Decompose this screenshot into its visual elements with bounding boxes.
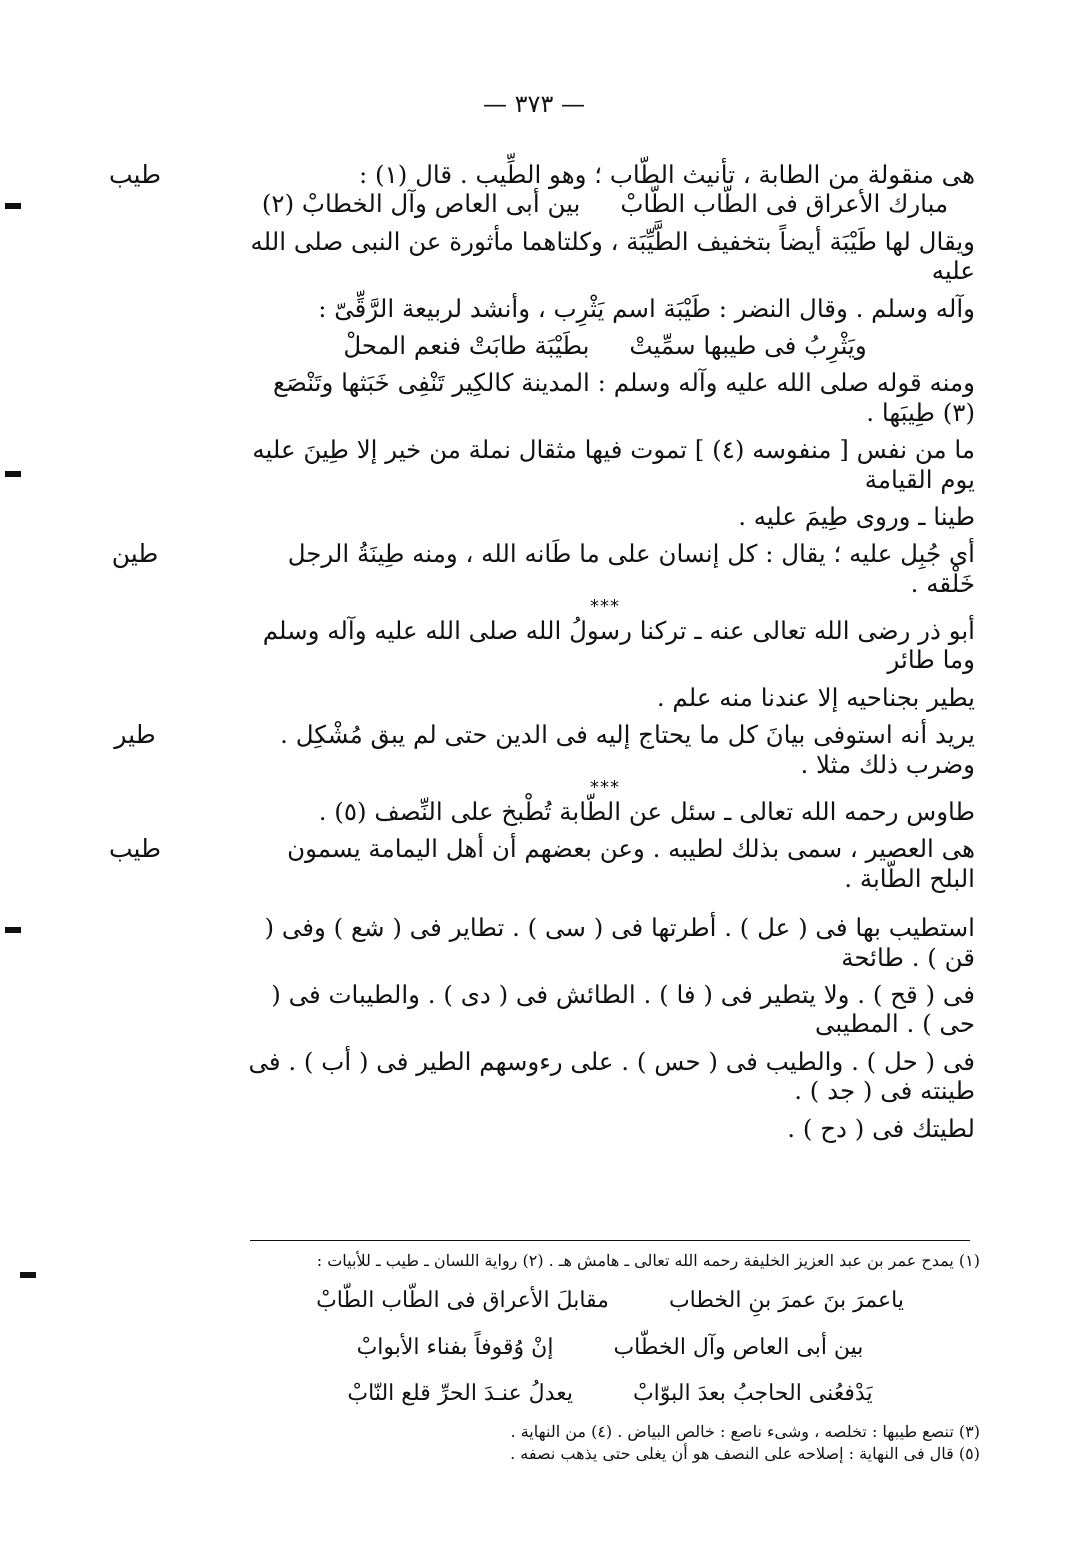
paragraph-line: طينا ـ وروى طِيمَ عليه .	[738, 501, 975, 531]
paragraph-line: يريد أنه استوفى بيانَ كل ما يحتاج إليه فى الدين حتى لم يبق مُشْكِل . وضرب ذلك مثلا .	[280, 720, 975, 779]
entry-tin-gloss	[111, 539, 975, 598]
hemistich: بين أبى العاص وآل الخطّاب	[613, 1334, 864, 1360]
footnote: (٣) تنصع طيبها : تخلصه ، وشىء ناصع : خالص البياض . (٤) من النهاية .	[510, 1421, 980, 1441]
cross-references	[235, 913, 975, 1143]
paragraph-line: هى منقولة من الطابة ، تأنيث الطّاب ؛ وهو الطِّيب . قال (١) :	[358, 160, 975, 189]
paragraph-line: ومنه قوله صلى الله عليه وآله وسلم : المدينة كالكِير تَنْفِى خَبَثها وتَنْصَع (٣) طِيبَها .	[272, 368, 975, 427]
paragraph-line: ويقال لها طَيْبَة أيضاً بتخفيف الطَّيِّبَة ، وكلتاهما مأثورة عن النبى صلى الله عليه	[250, 226, 975, 286]
hemistich: ياعمرَ بنَ عمرَ بنِ الخطاب	[668, 1288, 904, 1314]
paragraph-line: يطير بجناحيه إلا عندنا منه علم .	[656, 682, 975, 712]
paragraph-line: أبو ذر رضى الله تعالى عنه ـ تركنا رسولُ الله صلى الله عليه وآله وسلم وما طائر	[262, 616, 975, 675]
separator-stars: ***	[590, 777, 620, 799]
footnote: (٥) قال فى النهاية : إصلاحه على النصف هو أن يغلى حتى يذهب نصفه .	[510, 1444, 980, 1464]
hemistich: يَدْفعُنى الحاجبُ بعدَ البوّابْ	[632, 1380, 873, 1406]
margin-mark	[5, 927, 21, 933]
paragraph-line: هى العصير ، سمى بذلك لطيبه . وعن بعضهم أن أهل اليمامة يسمون البلح الطّابة .	[287, 834, 975, 893]
hemistich: بطَيْبَة طابَتْ فنعم المحلْ	[343, 330, 590, 360]
footnote-rule	[250, 1240, 970, 1241]
paragraph-line: أى جُبِل عليه ؛ يقال : كل إنسان على ما طَانه الله ، ومنه طِينَةُ الرجل خَلْقه .	[287, 539, 975, 598]
main-text	[109, 160, 975, 1143]
hemistich: يعدلُ عنـدَ الحرِّ قلع النّابْ	[347, 1380, 573, 1406]
entry-key: طين	[111, 539, 159, 569]
margin-mark	[5, 471, 21, 477]
verse-line	[240, 1371, 980, 1417]
entry-tayr	[114, 720, 975, 779]
paragraph-line: فى ( حل ) . والطيب فى ( حس ) . على رءوسهم الطير فى ( أب ) . فى طينته فى ( جد ) .	[248, 1046, 975, 1106]
verse-line	[235, 331, 975, 360]
paragraph-line: ما من نفس [ منفوسه (٤) ] تموت فيها مثقال نملة من خير إلا طِينَ عليه يوم القيامة	[252, 435, 975, 494]
paragraph-line: وآله وسلم . وقال النضر : طَيْبَة اسم يَثْرِب ، وأنشد لربيعة الرَّقِّىّ :	[318, 293, 975, 323]
paragraph-line: فى ( قح ) . ولا يتطير فى ( فا ) . الطائش فى ( دى ) . والطيبات فى ( حى ) . المطيبى	[271, 979, 975, 1039]
entry-tayyib-2	[109, 834, 975, 893]
footnotes	[240, 1250, 980, 1466]
verse-line	[240, 1325, 980, 1371]
hemistich: مبارك الأعراق فى الطّاب الطّابْ	[620, 189, 949, 219]
hemistich: إنْ وُقوفاً بفناء الأبوابْ	[356, 1334, 554, 1360]
hemistich: مقابلَ الأعراق فى الطّاب الطّابْ	[316, 1288, 609, 1314]
footnote-verses	[240, 1278, 980, 1417]
entry-key: طيب	[109, 834, 161, 864]
verse-line	[235, 189, 975, 218]
separator-stars: ***	[590, 596, 620, 618]
entry-key: طيب	[109, 160, 161, 189]
verse-line	[240, 1278, 980, 1324]
entry-tin	[235, 435, 975, 494]
entry-tayyib-1	[109, 160, 975, 189]
margin-mark	[5, 203, 21, 209]
hemistich: بين أبى العاص وآل الخطابْ (٢)	[261, 189, 581, 219]
page-number: — ٣٧٣ —	[483, 90, 585, 118]
paragraph-line: طاوس رحمه الله تعالى ـ سئل عن الطّابة تُطْبخ على النِّصف (٥) .	[318, 797, 975, 827]
entry-key: طير	[114, 720, 156, 750]
hemistich: ويَثْرِبُ فى طيبها سمِّيتْ	[629, 330, 867, 360]
margin-mark	[20, 1272, 36, 1278]
footnote: (١) يمدح عمر بن عبد العزيز الخليفة رحمه الله تعالى ـ هامش هـ . (٢) رواية اللسان ـ طيب ـ للأبيات :	[316, 1251, 980, 1270]
paragraph-line: استطيب بها فى ( عل ) . أطرتها فى ( سى ) . تطاير فى ( شع ) وفى ( قن ) . طائحة	[264, 913, 975, 972]
paragraph-line: لطيتك فى ( دح ) .	[787, 1113, 975, 1143]
